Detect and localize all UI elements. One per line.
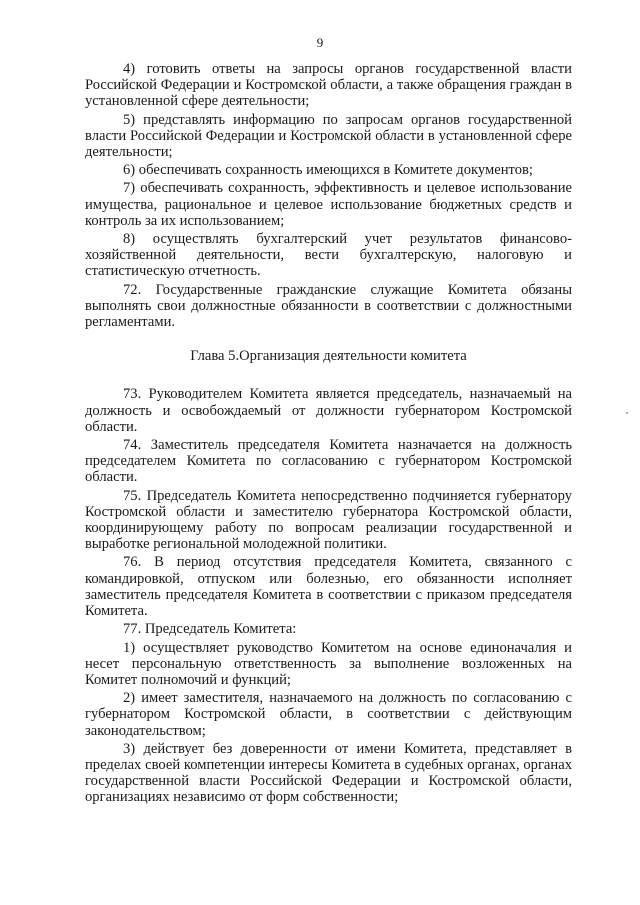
scan-artifact-dot <box>626 412 628 414</box>
article-75: 75. Председатель Комитета непосредственно подчиняется губернатору Костромской области и заместителю губернатора Костромской области, координирующему работу по вопросам реализации государственной и выработке региональной молодежной политики. <box>85 487 572 553</box>
clause-4: 4) готовить ответы на запросы органов государственной власти Российской Федерации и Костромской области, а также обращения граждан в установленной сфере деятельности; <box>85 61 572 110</box>
article-76: 76. В период отсутствия председателя Комитета, связанного с командировкой, отпуском или болезнью, его обязанности исполняет заместитель председателя Комитета в соответствии с приказом председателя Комитета. <box>85 554 572 620</box>
article-77-item-1: 1) осуществляет руководство Комитетом на основе единоначалия и несет персональную ответственность за выполнение возложенных на Комитет полномочий и функций; <box>85 639 572 688</box>
clause-6: 6) обеспечивать сохранность имеющихся в Комитете документов; <box>123 162 533 179</box>
article-77-item-2: 2) имеет заместителя, назначаемого на должность по согласованию с губернатором Костромской области, в соответствии с действующим законодательством; <box>85 690 572 739</box>
article-72: 72. Государственные гражданские служащие Комитета обязаны выполнять свои должностные обязанности в соответствии с должностными регламентами. <box>85 281 572 331</box>
article-77: 77. Председатель Комитета: <box>123 621 297 638</box>
clause-8: 8) осуществлять бухгалтерский учет результатов финансово-хозяйственной деятельности, вести бухгалтерскую, налоговую и статистическую отчетность. <box>85 231 572 280</box>
clause-5: 5) представлять информацию по запросам органов государственной власти Российской Федерации и Костромской области в установленной сфере деятельности; <box>85 111 572 161</box>
document-body <box>85 61 572 808</box>
article-74: 74. Заместитель председателя Комитета назначается на должность председателем Комитета по согласованию с губернатором Костромской области. <box>85 437 572 486</box>
clause-7: 7) обеспечивать сохранность, эффективность и целевое использование имущества, рациональное и целевое использование бюджетных средств и контроль за их использованием; <box>85 180 572 229</box>
article-77-item-3: 3) действует без доверенности от имени Комитета, представляет в пределах своей компетенции интересы Комитета в судебных органах, органах государственной власти Российской Федерации и Костромской области, организациях независимо от форм собственности; <box>85 740 572 806</box>
article-73: 73. Руководителем Комитета является председатель, назначаемый на должность и освобождаемый от должности губернатором Костромской области. <box>85 386 572 435</box>
page-number: 9 <box>316 35 324 50</box>
chapter-heading: Глава 5.Организация деятельности комитета <box>190 348 467 365</box>
